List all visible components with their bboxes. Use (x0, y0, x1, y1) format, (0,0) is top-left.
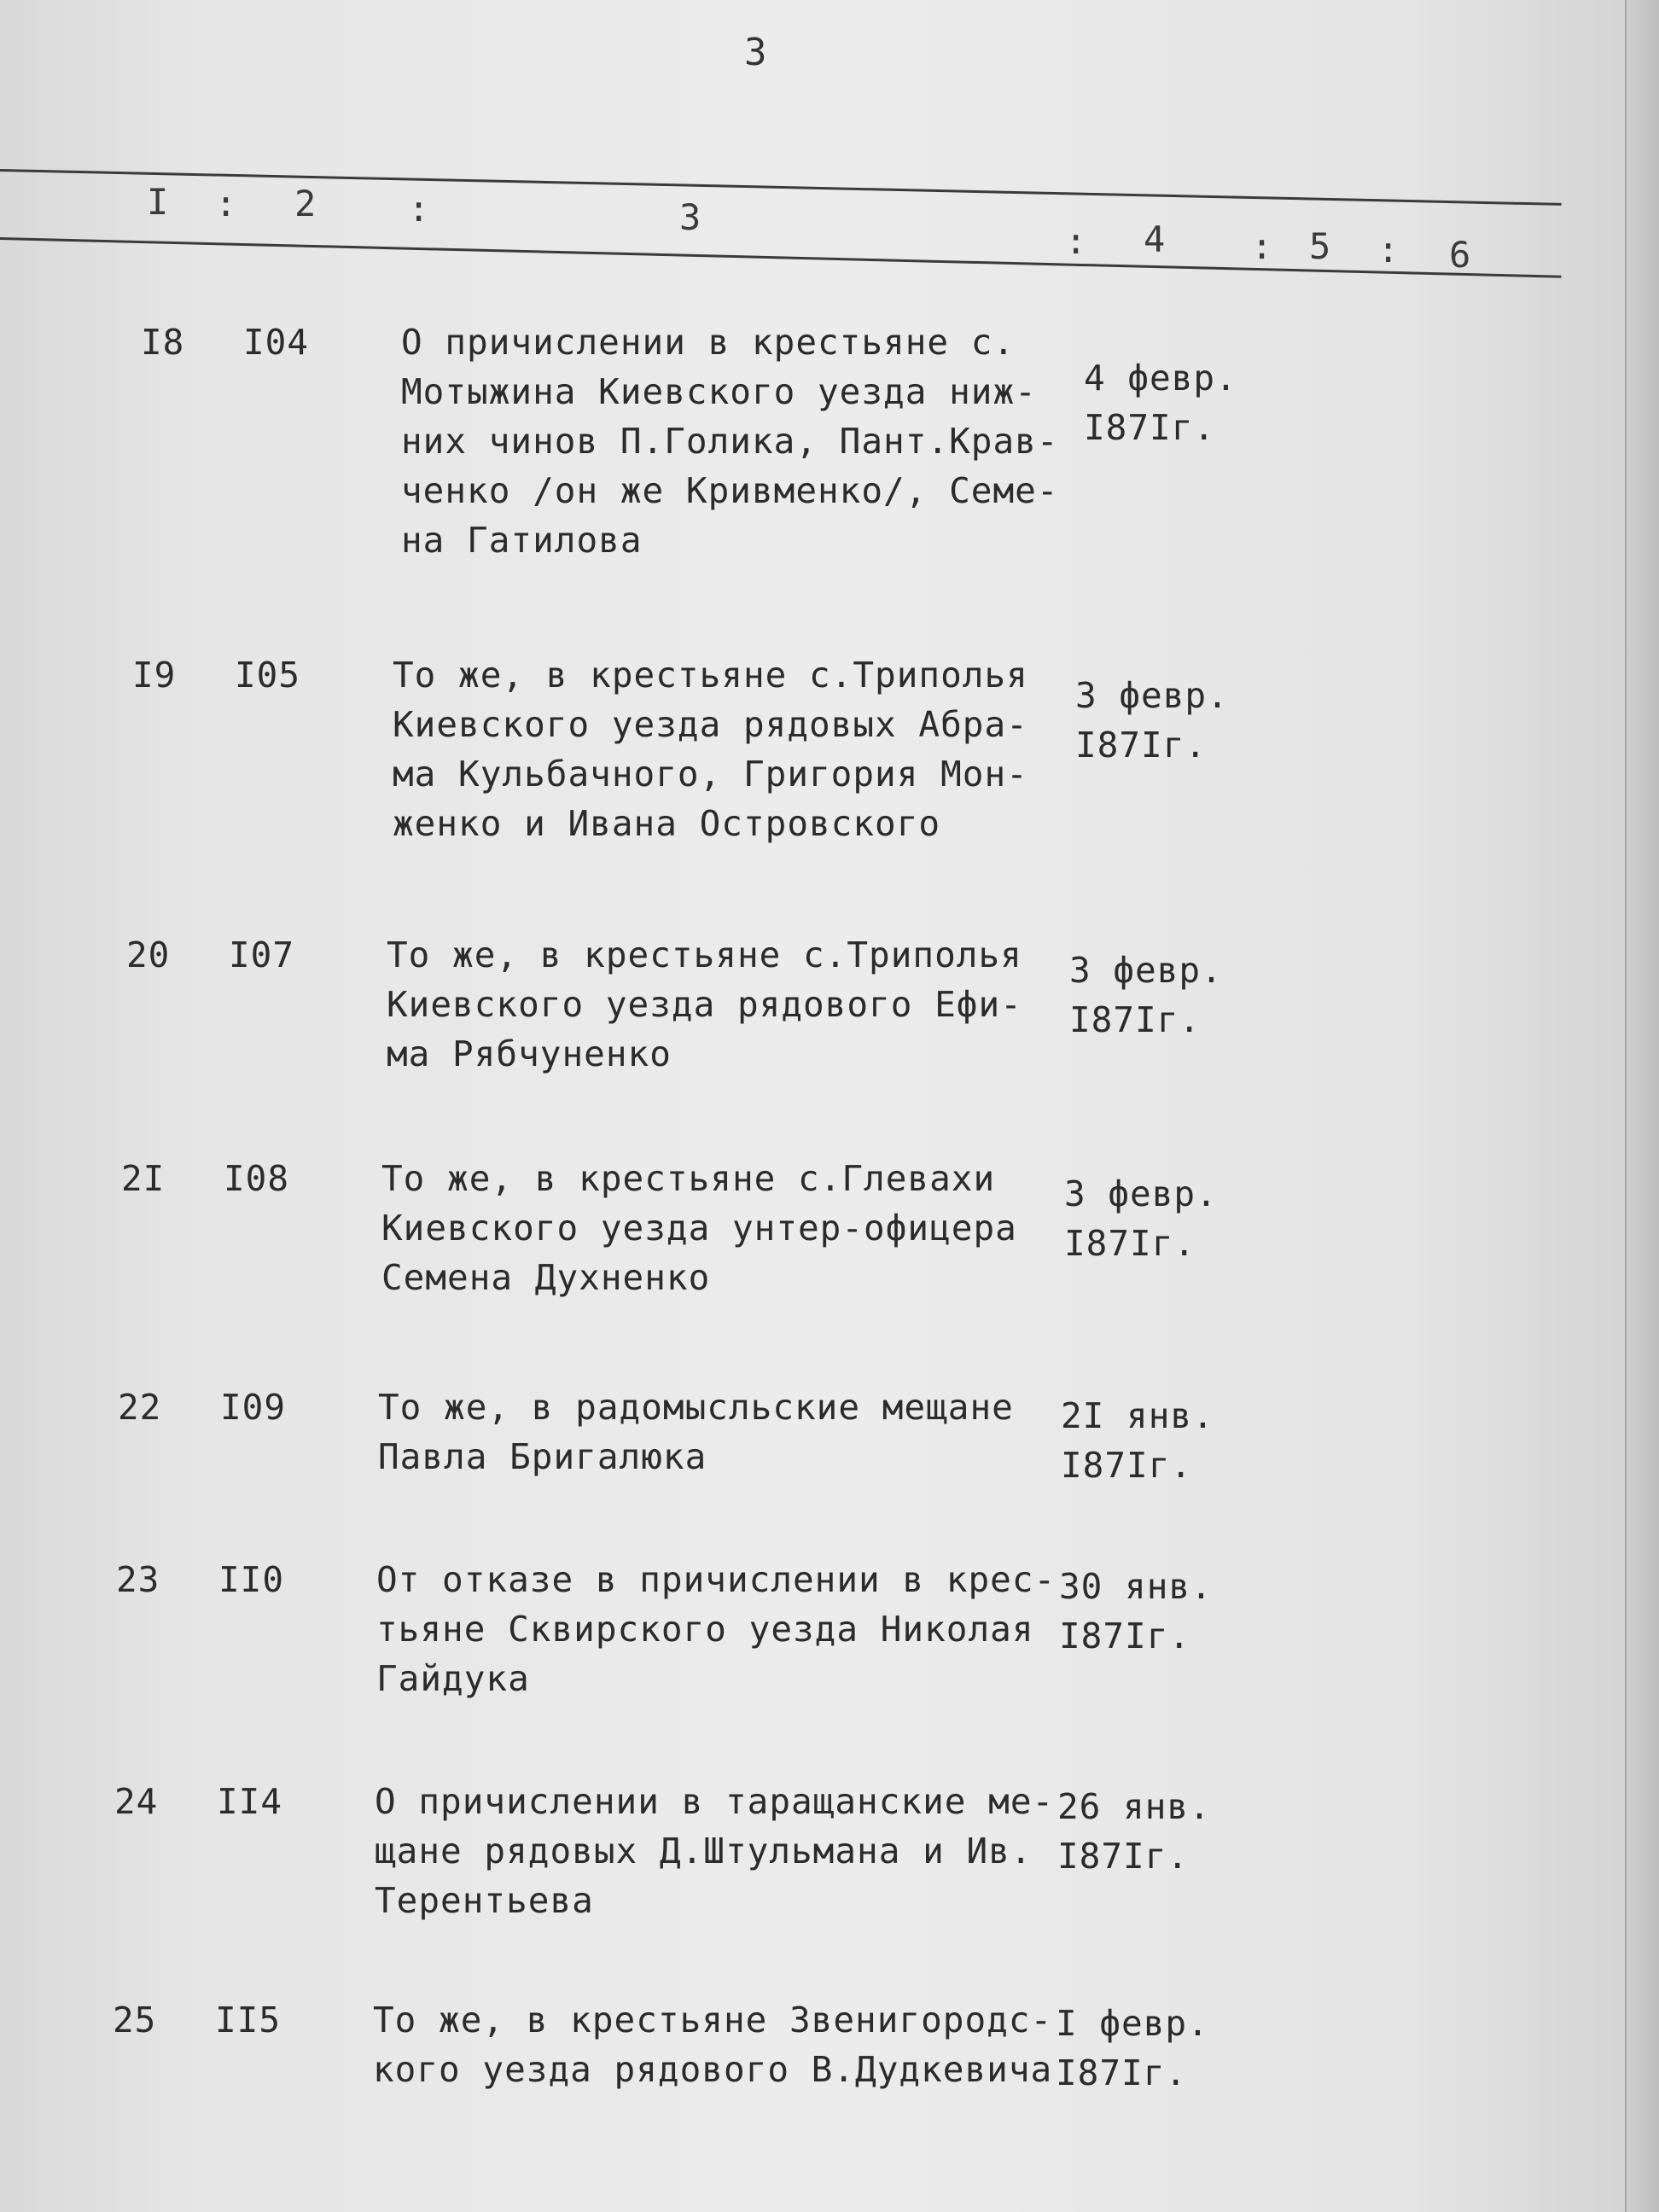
case-number: I08 (224, 1158, 290, 1199)
entry-number: 23 (116, 1559, 160, 1600)
entry-description: То же, в крестьяне Звенигородс- кого уезда рядового В.Дудкевича (373, 2000, 1053, 2090)
entry-date: 3 февр. I87Iг. (1069, 950, 1223, 1040)
case-number: I09 (220, 1387, 287, 1428)
column-header-2: 2 (294, 183, 317, 224)
entry-description: От отказе в причислении в крес- тьяне Сквирского уезда Николая Гайдука (376, 1559, 1057, 1699)
case-number: I05 (235, 655, 301, 696)
entry-number: 2I (121, 1158, 166, 1199)
case-number: II5 (215, 2000, 282, 2040)
case-number: I07 (229, 934, 295, 975)
entry-description: То же, в радомысльские мещане Павла Бригалюка (378, 1387, 1014, 1477)
entry-number: 24 (114, 1781, 159, 1822)
case-number: II4 (217, 1781, 283, 1822)
entry-description: То же, в крестьяне с.Глевахи Киевского уезда унтер-офицера Семена Духненко (381, 1158, 1017, 1298)
entry-date: 4 февр. I87Iг. (1084, 358, 1237, 448)
entry-number: I8 (141, 322, 185, 363)
entry-date: 30 янв. I87Iг. (1059, 1566, 1213, 1656)
entry-description: То же, в крестьяне с.Триполья Киевского уезда рядового Ефи- ма Рябчуненко (387, 934, 1022, 1074)
entry-date: 3 февр. I87Iг. (1075, 675, 1229, 765)
column-header-4: 4 (1144, 218, 1166, 260)
column-header-1: I (147, 181, 169, 223)
entry-date: 26 янв. I87Iг. (1057, 1786, 1211, 1877)
column-separator: : (1065, 220, 1087, 262)
entry-number: 25 (113, 2000, 157, 2040)
entry-description: То же, в крестьяне с.Триполья Киевского уезда рядовых Абра- ма Кульбачного, Григория Мон- женко и Ивана Островского (393, 655, 1028, 844)
entry-description: О причислении в таращанские ме- щане рядовых Д.Штульмана и Ив. Терентьева (375, 1781, 1055, 1921)
column-separator: : (215, 183, 237, 224)
column-header-6: 6 (1449, 234, 1471, 276)
page-number: 3 (744, 31, 767, 74)
entry-date: I февр. I87Iг. (1056, 2003, 1209, 2093)
entry-description: О причислении в крестьяне с. Мотыжина Киевского уезда ниж- них чинов П.Голика, Пант.Крав- ченко /он же Кривменко/, Семе- на Гатилова (401, 322, 1059, 561)
column-separator: : (1377, 229, 1400, 271)
column-separator: : (1251, 225, 1273, 267)
page-edge (1625, 0, 1659, 2212)
entry-date: 3 февр. I87Iг. (1064, 1173, 1218, 1264)
entry-number: I9 (132, 655, 177, 696)
entry-date: 2I янв. I87Iг. (1061, 1395, 1214, 1486)
entry-number: 20 (126, 934, 171, 975)
case-number: II0 (218, 1559, 285, 1600)
case-number: I04 (243, 322, 310, 363)
column-header-3: 3 (679, 196, 701, 238)
column-header-5: 5 (1309, 225, 1331, 267)
column-separator: : (408, 188, 430, 230)
entry-number: 22 (118, 1387, 162, 1428)
